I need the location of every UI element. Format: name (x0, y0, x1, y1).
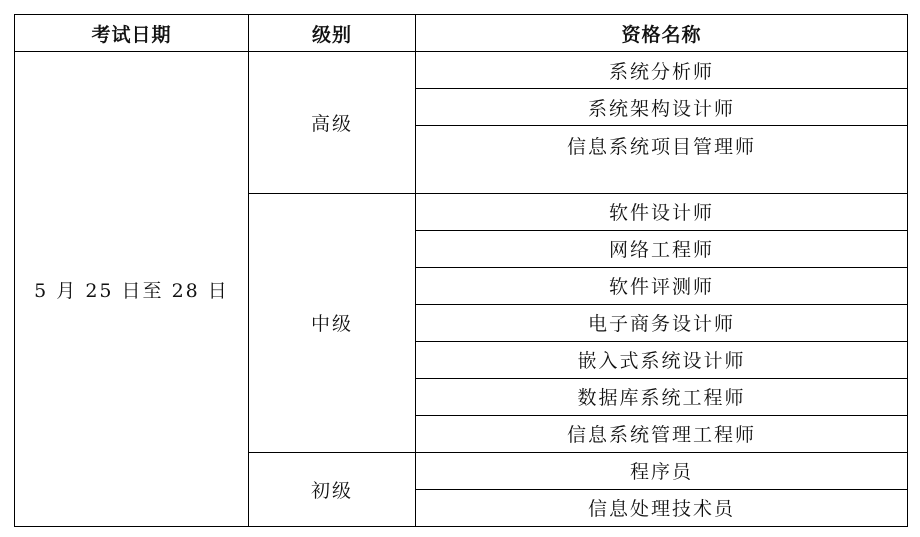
qualification-cell: 信息系统管理工程师 (416, 415, 908, 452)
qualification-cell: 嵌入式系统设计师 (416, 341, 908, 378)
level-cell-intermediate: 中级 (249, 193, 416, 452)
header-exam-date: 考试日期 (15, 15, 249, 52)
qualification-cell: 软件设计师 (416, 193, 908, 230)
qualification-cell: 数据库系统工程师 (416, 378, 908, 415)
qualification-cell: 软件评测师 (416, 267, 908, 304)
level-cell-senior: 高级 (249, 52, 416, 194)
qualification-cell: 网络工程师 (416, 230, 908, 267)
exam-date-cell: 5 月 25 日至 28 日 (15, 52, 249, 527)
qualification-cell: 系统架构设计师 (416, 89, 908, 126)
header-row (15, 15, 908, 52)
level-cell-junior: 初级 (249, 452, 416, 526)
qualification-cell: 系统分析师 (416, 52, 908, 89)
qualification-cell: 信息处理技术员 (416, 489, 908, 526)
table-row (15, 52, 908, 89)
qualification-cell: 信息系统项目管理师 (416, 126, 908, 194)
qualification-cell: 程序员 (416, 452, 908, 489)
qualification-cell: 电子商务设计师 (416, 304, 908, 341)
header-qualification-name: 资格名称 (416, 15, 908, 52)
header-level: 级别 (249, 15, 416, 52)
exam-schedule-table (14, 14, 908, 527)
